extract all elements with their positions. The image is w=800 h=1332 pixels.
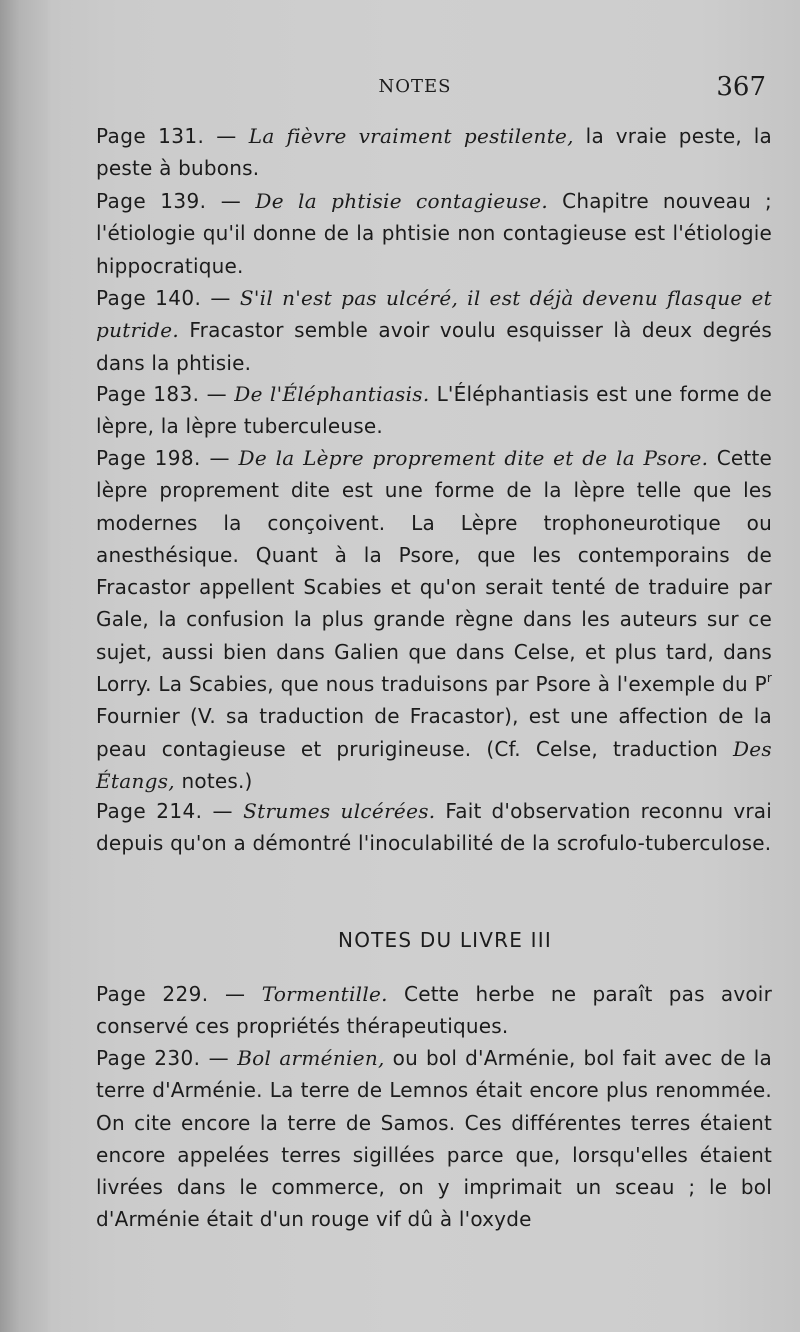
note-body: Chapitre nouveau ; l'étiologie qu'il donne de la phtisie non contagieuse est l'étiologie hippocratique. [96, 189, 772, 278]
note-body: L'Éléphantiasis est une forme de lèpre, la lèpre tuberculeuse. [96, 382, 772, 439]
note-body: Cette lèpre proprement dite est une forme de la lèpre telle que les modernes la conçoivent. La Lèpre trophoneurotique ou anesthésique. Quant à la Psore, que les contemporains de Fracastor appellent Scabies et qu'on serait tenté de traduire par Gale, la confusion la plus grande règne dans les auteurs sur ce sujet, aussi bien dans Galien que dans Celse, et plus tard, dans Lorry. La Scabies, que nous traduisons par Psore à l'exemple du P [96, 446, 772, 697]
note-page-198 [96, 442, 772, 797]
note-body: la vraie peste, la peste à bubons. [96, 124, 772, 181]
note-label: Page 139. — [96, 189, 256, 213]
note-page-140 [96, 282, 772, 379]
note-label: Page 183. — [96, 382, 235, 406]
note-label: Page 198. — [96, 446, 239, 470]
note-label: Page 229. — [96, 982, 262, 1006]
note-title: De la phtisie contagieuse. [255, 189, 549, 213]
note-page-139 [96, 185, 772, 282]
note-page-230 [96, 1042, 772, 1236]
section-heading: NOTES DU LIVRE III [338, 928, 552, 952]
note-superscript: r [766, 671, 772, 686]
note-body: Fracastor semble avoir voulu esquisser là deux degrés dans la phtisie. [96, 318, 772, 375]
running-head [0, 72, 800, 106]
note-label: Page 230. — [96, 1046, 238, 1070]
note-title: De la Lèpre proprement dite et de la Psore. [238, 446, 709, 470]
note-title: Strumes ulcérées. [243, 799, 436, 823]
note-body: Cette herbe ne paraît pas avoir conservé ces propriétés thérapeutiques. [96, 982, 772, 1039]
note-title: De l'Éléphantiasis. [234, 382, 430, 406]
running-title: NOTES [378, 76, 452, 97]
page-number: 367 [716, 72, 766, 102]
note-page-229 [96, 978, 772, 1043]
note-title: Tormentille. [261, 982, 388, 1006]
note-title-cited: Des Étangs, [96, 736, 772, 793]
note-page-131 [96, 120, 772, 185]
note-title: La fièvre vraiment pestilente, [248, 124, 574, 148]
note-page-183 [96, 378, 772, 443]
note-label: Page 140. — [96, 286, 240, 310]
note-title: S'il n'est pas ulcéré, il est déjà devenu flasque et putride. [96, 286, 772, 343]
note-body-cont: Fournier (V. sa traduction de Fracastor), est une affection de la peau contagieuse et prurigineuse. (Cf. Celse, traduction [96, 704, 772, 761]
note-label: Page 131. — [96, 124, 249, 148]
note-title: Bol arménien, [237, 1046, 385, 1070]
binding-gutter [0, 0, 48, 1332]
note-body: ou bol d'Arménie, bol fait avec de la terre d'Arménie. La terre de Lemnos était encore plus renommée. On cite encore la terre de Samos. Ces différentes terres étaient encore appelées terres sigillées parce que, lorsqu'elles étaient livrées dans le commerce, on y imprimait un sceau ; le bol d'Arménie était d'un rouge vif dû à l'oxyde [96, 1046, 772, 1232]
note-body: Fait d'observation reconnu vrai depuis qu'on a démontré l'inoculabilité de la scrofulo-tuberculose. [96, 799, 773, 856]
note-label: Page 214. — [96, 799, 244, 823]
note-page-214 [96, 795, 772, 860]
note-body-end: notes.) [174, 768, 253, 793]
